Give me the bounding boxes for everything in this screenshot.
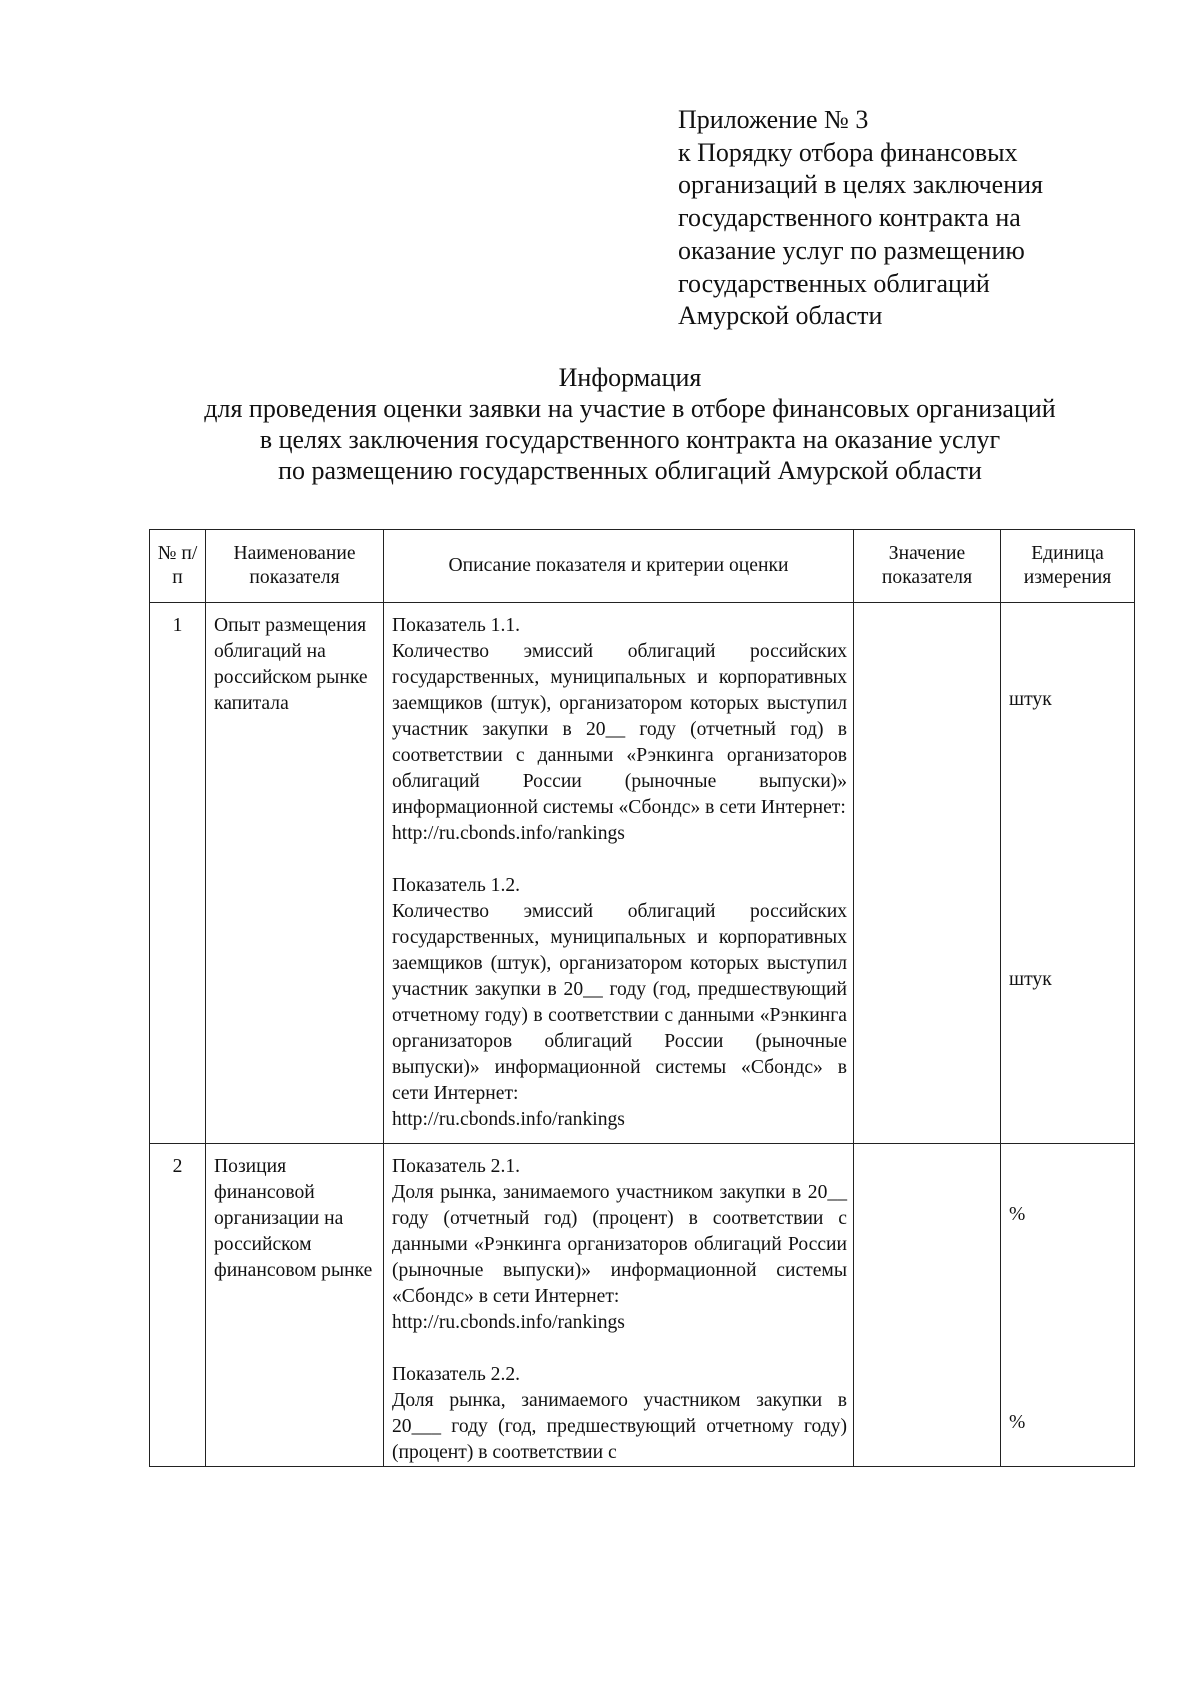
indicator-value-cell [854, 1144, 1001, 1467]
indicator-name: Опыт размещения облигаций на российском рынке капитала [206, 603, 384, 1144]
indicator-item-text: Доля рынка, занимаемого участником закупки в 20__ году (отчетный год) (процент) в соответствии с данными «Рэнкинга организаторов облигаций России (рыночные выпуски)» информационной системы «Сбондс» в сети Интернет: [392, 1182, 847, 1307]
unit-cell [1001, 603, 1135, 1144]
table-header-row [150, 530, 1135, 603]
indicator-item [392, 1362, 847, 1466]
indicator-name: Позиция финансовой организации на российском финансовом рынке [206, 1144, 384, 1467]
indicator-item [392, 613, 847, 847]
title-heading: Информация [558, 363, 702, 392]
title-line: в целях заключения государственного контракта на оказание услуг [259, 425, 1001, 454]
indicator-item-text: Количество эмиссий облигаций российских государственных, муниципальных и корпоративных заемщиков (штук), организатором которых выступил участник закупки в 20__ году (год, предшествующий отчетному году) в соответствии с данными «Рэнкинга организаторов облигаций России (рыночные выпуски)» информационной системы «Сбондс» в сети Интернет: [392, 901, 847, 1104]
title-line: для проведения оценки заявки на участие в отборе финансовых организаций [204, 394, 1056, 423]
appendix-note: Приложение № 3 к Порядку отбора финансовых организаций в целях заключения государственного контракта на оказание услуг по размещению государственных облигаций Амурской области [678, 105, 1044, 331]
table-row [150, 1144, 1135, 1467]
indicators-table [149, 529, 1135, 1467]
indicator-item-title: Показатель 2.2. [392, 1364, 521, 1385]
indicator-item-title: Показатель 1.1. [392, 615, 521, 636]
row-number: 1 [150, 603, 206, 1144]
indicator-description [384, 1144, 854, 1467]
title-line: по размещению государственных облигаций Амурской области [278, 456, 982, 485]
header-value: Значение показателя [854, 530, 1001, 603]
indicator-item-link: http://ru.cbonds.info/rankings [392, 823, 625, 844]
indicator-item-link: http://ru.cbonds.info/rankings [392, 1109, 625, 1130]
indicator-value-cell [854, 603, 1001, 1144]
unit-label: штук [1009, 969, 1052, 990]
indicator-item [392, 873, 847, 1133]
header-unit: Единица измерения [1001, 530, 1135, 603]
table-row [150, 603, 1135, 1144]
header-description: Описание показателя и критерии оценки [384, 530, 854, 603]
row-number: 2 [150, 1144, 206, 1467]
unit-label: % [1009, 1204, 1026, 1225]
indicator-item-text: Доля рынка, занимаемого участником закупки в 20___ году (год, предшествующий отчетному году) (процент) в соответствии с [392, 1390, 847, 1463]
header-num: № п/п [150, 530, 206, 603]
unit-cell [1001, 1144, 1135, 1467]
indicator-item-link: http://ru.cbonds.info/rankings [392, 1312, 625, 1333]
indicator-item-title: Показатель 2.1. [392, 1156, 521, 1177]
unit-label: % [1009, 1412, 1026, 1433]
indicator-item [392, 1154, 847, 1336]
indicator-item-text: Количество эмиссий облигаций российских государственных, муниципальных и корпоративных заемщиков (штук), организатором которых выступил участник закупки в 20__ году (отчетный год) в соответствии с данными «Рэнкинга организаторов облигаций России (рыночные выпуски)» информационной системы «Сбондс» в сети Интернет: [392, 641, 847, 818]
unit-label: штук [1009, 689, 1052, 710]
indicator-item-title: Показатель 1.2. [392, 875, 521, 896]
document-title [90, 362, 1170, 486]
indicator-description [384, 603, 854, 1144]
header-name: Наименование показателя [206, 530, 384, 603]
